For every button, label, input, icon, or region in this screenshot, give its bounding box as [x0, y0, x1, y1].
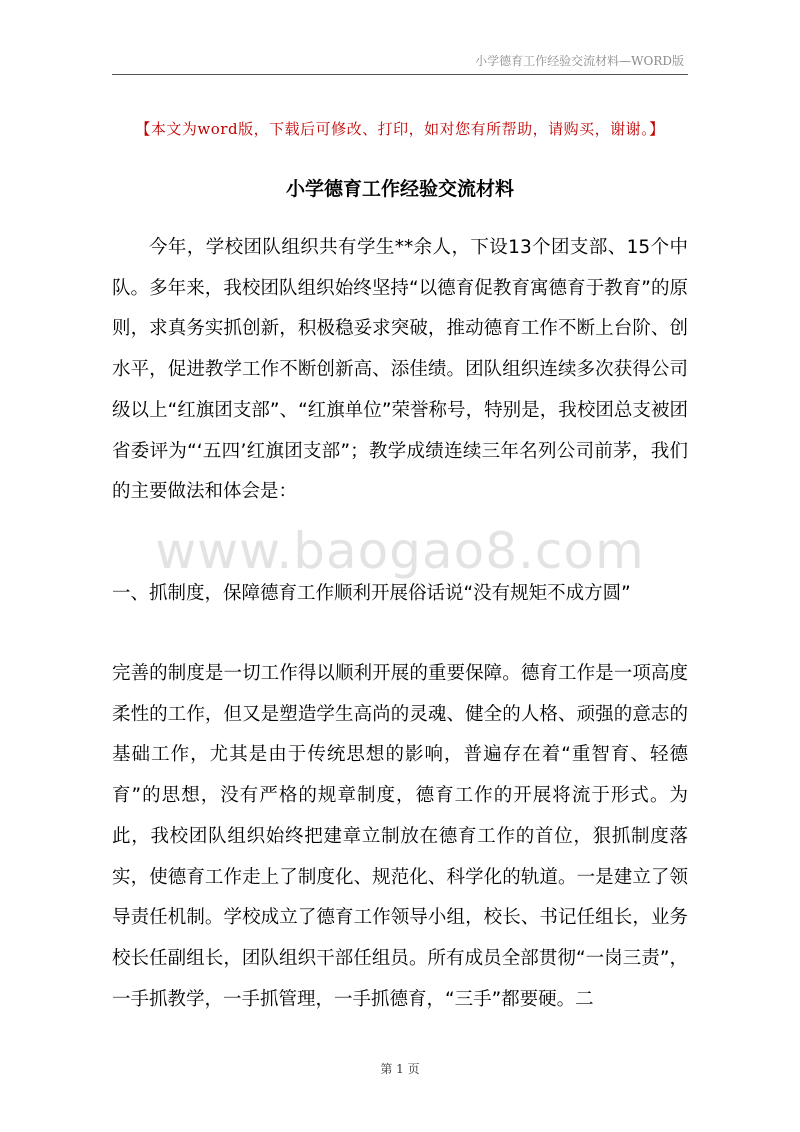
- header-divider: [112, 74, 688, 75]
- body-paragraph-2: 完善的制度是一切工作得以顺利开展的重要保障。德育工作是一项高度柔性的工作，但又是塑造学生高尚的灵魂、健全的人格、顽强的意志的基础工作，尤其是由于传统思想的影响，普遍存在着“重智育、轻德育”的思想，没有严格的规章制度，德育工作的开展将流于形式。为此，我校团队组织始终把建章立制放在德育工作的首位，狠抓制度落实，使德育工作走上了制度化、规范化、科学化的轨道。一是建立了领导责任机制。学校成立了德育工作领导小组，校长、书记任组长，业务校长任副组长，团队组织干部任组员。所有成员全部贯彻“一岗三责”，一手抓教学，一手抓管理，一手抓德育，“三手”都要硬。二: [112, 663, 688, 1010]
- document-title: 小学德育工作经验交流材料: [285, 178, 514, 200]
- intro-paragraph: 今年，学校团队组织共有学生**余人，下设13个团支部、15个中队。多年来，我校团队组织始终坚持“以德育促教育寓德育于教育”的原则，求真务实抓创新，积极稳妥求突破，推动德育工作不断上台阶、创水平，促进教学工作不断创新高、添佳绩。团队组织连续多次获得公司级以上“红旗团支部”、“红旗单位”荣誉称号，特别是，我校团总支被团省委评为“‘五四’红旗团支部”；教学成绩连续三年名列公司前茅，我们的主要做法和体会是：: [112, 237, 688, 503]
- running-header: 小学德育工作经验交流材料—WORD版: [475, 54, 684, 68]
- watermark-text: www.baogao8.com: [155, 522, 645, 580]
- page-number: 第 1 页: [380, 1062, 420, 1076]
- purchase-notice: 【本文为word版，下载后可修改、打印，如对您有所帮助，请购买，谢谢。】: [135, 120, 665, 138]
- section-heading-1: 一、抓制度，保障德育工作顺利开展俗话说“没有规矩不成方圆”: [112, 583, 631, 604]
